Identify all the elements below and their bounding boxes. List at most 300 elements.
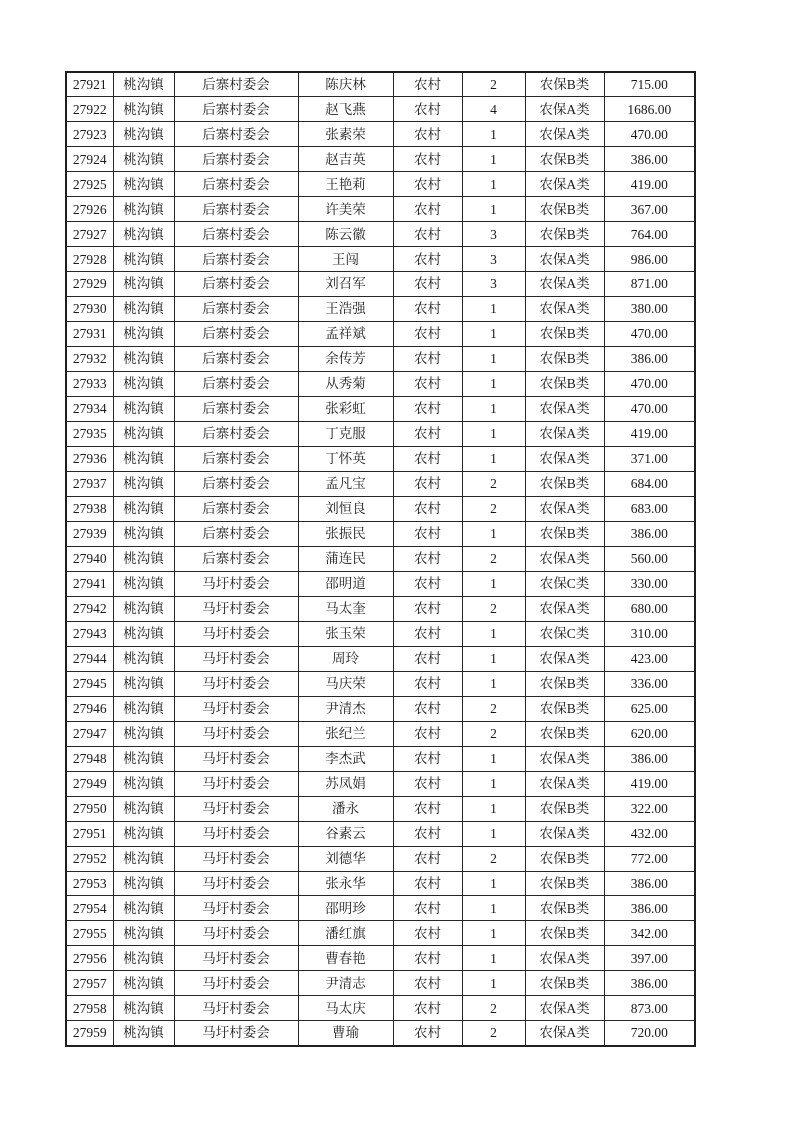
cell-amount: 322.00 (604, 796, 695, 821)
cell-village-committee: 马圩村委会 (174, 896, 298, 921)
cell-serial-number: 27948 (66, 746, 113, 771)
cell-insurance-category: 农保B类 (525, 921, 604, 946)
cell-village-committee: 后寨村委会 (174, 197, 298, 222)
cell-insurance-category: 农保A类 (525, 122, 604, 147)
cell-amount: 371.00 (604, 447, 695, 472)
cell-household-type: 农村 (393, 696, 462, 721)
table-row (66, 97, 695, 122)
cell-person-count: 1 (462, 571, 525, 596)
table-row (66, 372, 695, 397)
cell-serial-number: 27958 (66, 996, 113, 1021)
cell-village-committee: 后寨村委会 (174, 521, 298, 546)
cell-household-type: 农村 (393, 721, 462, 746)
cell-person-count: 1 (462, 921, 525, 946)
cell-household-type: 农村 (393, 946, 462, 971)
cell-town: 桃沟镇 (113, 496, 174, 521)
cell-household-type: 农村 (393, 197, 462, 222)
cell-town: 桃沟镇 (113, 796, 174, 821)
cell-household-type: 农村 (393, 921, 462, 946)
cell-person-name: 马太庆 (298, 996, 393, 1021)
table-row (66, 971, 695, 996)
cell-household-type: 农村 (393, 447, 462, 472)
cell-town: 桃沟镇 (113, 72, 174, 97)
cell-village-committee: 马圩村委会 (174, 921, 298, 946)
cell-amount: 419.00 (604, 771, 695, 796)
table-row (66, 946, 695, 971)
cell-insurance-category: 农保A类 (525, 272, 604, 297)
cell-town: 桃沟镇 (113, 322, 174, 347)
cell-household-type: 农村 (393, 971, 462, 996)
cell-amount: 310.00 (604, 621, 695, 646)
table-row (66, 921, 695, 946)
cell-insurance-category: 农保B类 (525, 72, 604, 97)
cell-amount: 432.00 (604, 821, 695, 846)
cell-village-committee: 后寨村委会 (174, 546, 298, 571)
cell-town: 桃沟镇 (113, 97, 174, 122)
cell-amount: 386.00 (604, 896, 695, 921)
cell-town: 桃沟镇 (113, 297, 174, 322)
cell-insurance-category: 农保B类 (525, 671, 604, 696)
cell-amount: 470.00 (604, 122, 695, 147)
cell-town: 桃沟镇 (113, 996, 174, 1021)
cell-insurance-category: 农保B类 (525, 721, 604, 746)
cell-insurance-category: 农保C类 (525, 571, 604, 596)
cell-person-count: 1 (462, 646, 525, 671)
cell-person-count: 1 (462, 172, 525, 197)
cell-town: 桃沟镇 (113, 546, 174, 571)
cell-person-name: 刘德华 (298, 846, 393, 871)
table-row (66, 72, 695, 97)
cell-person-name: 刘召军 (298, 272, 393, 297)
table-row (66, 871, 695, 896)
cell-village-committee: 马圩村委会 (174, 721, 298, 746)
cell-amount: 470.00 (604, 397, 695, 422)
cell-insurance-category: 农保B类 (525, 197, 604, 222)
cell-household-type: 农村 (393, 172, 462, 197)
cell-person-name: 潘红旗 (298, 921, 393, 946)
table-row (66, 247, 695, 272)
cell-person-count: 2 (462, 546, 525, 571)
cell-serial-number: 27922 (66, 97, 113, 122)
cell-serial-number: 27937 (66, 472, 113, 497)
table-row (66, 546, 695, 571)
table-row (66, 896, 695, 921)
cell-village-committee: 后寨村委会 (174, 272, 298, 297)
cell-town: 桃沟镇 (113, 122, 174, 147)
cell-insurance-category: 农保A类 (525, 1021, 604, 1046)
cell-village-committee: 后寨村委会 (174, 222, 298, 247)
cell-town: 桃沟镇 (113, 871, 174, 896)
cell-person-count: 2 (462, 721, 525, 746)
cell-amount: 715.00 (604, 72, 695, 97)
cell-person-name: 陈庆林 (298, 72, 393, 97)
cell-household-type: 农村 (393, 297, 462, 322)
cell-town: 桃沟镇 (113, 646, 174, 671)
cell-amount: 367.00 (604, 197, 695, 222)
table-row (66, 297, 695, 322)
cell-amount: 423.00 (604, 646, 695, 671)
cell-household-type: 农村 (393, 996, 462, 1021)
cell-household-type: 农村 (393, 72, 462, 97)
cell-serial-number: 27941 (66, 571, 113, 596)
cell-insurance-category: 农保A类 (525, 397, 604, 422)
cell-amount: 342.00 (604, 921, 695, 946)
cell-insurance-category: 农保A类 (525, 496, 604, 521)
cell-serial-number: 27952 (66, 846, 113, 871)
cell-person-name: 马庆荣 (298, 671, 393, 696)
cell-person-name: 苏凤娟 (298, 771, 393, 796)
table-row (66, 422, 695, 447)
cell-town: 桃沟镇 (113, 1021, 174, 1046)
cell-amount: 386.00 (604, 147, 695, 172)
cell-amount: 470.00 (604, 322, 695, 347)
cell-town: 桃沟镇 (113, 422, 174, 447)
table-row (66, 1021, 695, 1046)
cell-household-type: 农村 (393, 896, 462, 921)
cell-household-type: 农村 (393, 372, 462, 397)
cell-serial-number: 27946 (66, 696, 113, 721)
cell-person-count: 1 (462, 372, 525, 397)
cell-village-committee: 马圩村委会 (174, 596, 298, 621)
cell-village-committee: 后寨村委会 (174, 397, 298, 422)
cell-insurance-category: 农保C类 (525, 621, 604, 646)
cell-town: 桃沟镇 (113, 896, 174, 921)
cell-insurance-category: 农保A类 (525, 97, 604, 122)
cell-person-count: 1 (462, 896, 525, 921)
cell-serial-number: 27931 (66, 322, 113, 347)
table-row (66, 571, 695, 596)
cell-insurance-category: 农保B类 (525, 521, 604, 546)
cell-village-committee: 后寨村委会 (174, 172, 298, 197)
cell-insurance-category: 农保A类 (525, 946, 604, 971)
table-row (66, 122, 695, 147)
cell-amount: 720.00 (604, 1021, 695, 1046)
cell-amount: 386.00 (604, 871, 695, 896)
cell-village-committee: 后寨村委会 (174, 247, 298, 272)
table-row (66, 222, 695, 247)
cell-household-type: 农村 (393, 571, 462, 596)
table-row (66, 721, 695, 746)
cell-person-count: 3 (462, 272, 525, 297)
cell-person-count: 2 (462, 472, 525, 497)
cell-person-count: 2 (462, 72, 525, 97)
cell-village-committee: 马圩村委会 (174, 671, 298, 696)
table-row (66, 197, 695, 222)
cell-person-count: 4 (462, 97, 525, 122)
cell-person-count: 1 (462, 297, 525, 322)
cell-serial-number: 27955 (66, 921, 113, 946)
cell-person-count: 3 (462, 222, 525, 247)
cell-person-name: 王艳莉 (298, 172, 393, 197)
cell-village-committee: 后寨村委会 (174, 472, 298, 497)
cell-serial-number: 27940 (66, 546, 113, 571)
cell-serial-number: 27943 (66, 621, 113, 646)
cell-serial-number: 27938 (66, 496, 113, 521)
cell-amount: 873.00 (604, 996, 695, 1021)
cell-town: 桃沟镇 (113, 397, 174, 422)
cell-town: 桃沟镇 (113, 746, 174, 771)
cell-household-type: 农村 (393, 771, 462, 796)
cell-household-type: 农村 (393, 846, 462, 871)
cell-insurance-category: 农保B类 (525, 222, 604, 247)
cell-village-committee: 马圩村委会 (174, 846, 298, 871)
cell-person-name: 曹春艳 (298, 946, 393, 971)
cell-person-name: 丁怀英 (298, 447, 393, 472)
cell-town: 桃沟镇 (113, 347, 174, 372)
cell-village-committee: 马圩村委会 (174, 971, 298, 996)
cell-person-count: 2 (462, 596, 525, 621)
cell-household-type: 农村 (393, 646, 462, 671)
cell-serial-number: 27925 (66, 172, 113, 197)
cell-insurance-category: 农保B类 (525, 372, 604, 397)
cell-person-name: 刘恒良 (298, 496, 393, 521)
cell-village-committee: 马圩村委会 (174, 621, 298, 646)
cell-household-type: 农村 (393, 147, 462, 172)
cell-village-committee: 后寨村委会 (174, 347, 298, 372)
cell-person-name: 邵明道 (298, 571, 393, 596)
cell-serial-number: 27923 (66, 122, 113, 147)
beneficiary-table (65, 71, 696, 1047)
cell-town: 桃沟镇 (113, 472, 174, 497)
cell-person-count: 1 (462, 147, 525, 172)
cell-town: 桃沟镇 (113, 247, 174, 272)
cell-household-type: 农村 (393, 472, 462, 497)
cell-person-count: 2 (462, 996, 525, 1021)
cell-amount: 625.00 (604, 696, 695, 721)
cell-insurance-category: 农保B类 (525, 147, 604, 172)
cell-insurance-category: 农保A类 (525, 646, 604, 671)
cell-serial-number: 27951 (66, 821, 113, 846)
cell-person-name: 张振民 (298, 521, 393, 546)
table-row (66, 746, 695, 771)
cell-person-count: 1 (462, 397, 525, 422)
cell-serial-number: 27930 (66, 297, 113, 322)
cell-person-count: 1 (462, 447, 525, 472)
cell-town: 桃沟镇 (113, 821, 174, 846)
cell-amount: 470.00 (604, 372, 695, 397)
cell-town: 桃沟镇 (113, 571, 174, 596)
cell-town: 桃沟镇 (113, 721, 174, 746)
cell-amount: 772.00 (604, 846, 695, 871)
cell-person-name: 张永华 (298, 871, 393, 896)
cell-person-name: 周玲 (298, 646, 393, 671)
cell-amount: 397.00 (604, 946, 695, 971)
cell-person-count: 1 (462, 422, 525, 447)
cell-town: 桃沟镇 (113, 272, 174, 297)
cell-town: 桃沟镇 (113, 197, 174, 222)
table-row (66, 621, 695, 646)
cell-serial-number: 27924 (66, 147, 113, 172)
table-row (66, 521, 695, 546)
cell-town: 桃沟镇 (113, 596, 174, 621)
cell-household-type: 农村 (393, 821, 462, 846)
cell-person-name: 孟凡宝 (298, 472, 393, 497)
cell-serial-number: 27950 (66, 796, 113, 821)
cell-insurance-category: 农保A类 (525, 771, 604, 796)
table-row (66, 147, 695, 172)
cell-village-committee: 后寨村委会 (174, 147, 298, 172)
cell-amount: 386.00 (604, 971, 695, 996)
cell-amount: 380.00 (604, 297, 695, 322)
cell-insurance-category: 农保B类 (525, 896, 604, 921)
table-row (66, 796, 695, 821)
cell-person-name: 张玉荣 (298, 621, 393, 646)
cell-village-committee: 后寨村委会 (174, 496, 298, 521)
cell-person-name: 赵飞燕 (298, 97, 393, 122)
cell-insurance-category: 农保A类 (525, 546, 604, 571)
cell-serial-number: 27939 (66, 521, 113, 546)
cell-serial-number: 27929 (66, 272, 113, 297)
cell-amount: 386.00 (604, 521, 695, 546)
table-row (66, 472, 695, 497)
cell-serial-number: 27945 (66, 671, 113, 696)
table-row (66, 447, 695, 472)
cell-insurance-category: 农保B类 (525, 871, 604, 896)
table-row (66, 821, 695, 846)
cell-insurance-category: 农保A类 (525, 422, 604, 447)
cell-village-committee: 后寨村委会 (174, 372, 298, 397)
cell-insurance-category: 农保B类 (525, 846, 604, 871)
cell-household-type: 农村 (393, 796, 462, 821)
cell-person-count: 1 (462, 946, 525, 971)
cell-town: 桃沟镇 (113, 846, 174, 871)
cell-person-name: 王闯 (298, 247, 393, 272)
cell-town: 桃沟镇 (113, 172, 174, 197)
cell-household-type: 农村 (393, 247, 462, 272)
cell-town: 桃沟镇 (113, 621, 174, 646)
cell-person-name: 蒲连民 (298, 546, 393, 571)
cell-village-committee: 马圩村委会 (174, 821, 298, 846)
cell-person-count: 2 (462, 1021, 525, 1046)
table-row (66, 322, 695, 347)
table-row (66, 696, 695, 721)
cell-town: 桃沟镇 (113, 521, 174, 546)
cell-household-type: 农村 (393, 496, 462, 521)
cell-person-count: 1 (462, 796, 525, 821)
cell-serial-number: 27933 (66, 372, 113, 397)
cell-person-name: 从秀菊 (298, 372, 393, 397)
cell-person-name: 陈云徽 (298, 222, 393, 247)
cell-amount: 386.00 (604, 746, 695, 771)
cell-insurance-category: 农保A类 (525, 247, 604, 272)
cell-village-committee: 马圩村委会 (174, 796, 298, 821)
cell-insurance-category: 农保A类 (525, 746, 604, 771)
cell-household-type: 农村 (393, 322, 462, 347)
cell-person-name: 马太奎 (298, 596, 393, 621)
cell-household-type: 农村 (393, 546, 462, 571)
cell-village-committee: 马圩村委会 (174, 696, 298, 721)
table-row (66, 596, 695, 621)
cell-amount: 1686.00 (604, 97, 695, 122)
cell-village-committee: 马圩村委会 (174, 996, 298, 1021)
cell-household-type: 农村 (393, 397, 462, 422)
cell-person-count: 1 (462, 197, 525, 222)
cell-household-type: 农村 (393, 422, 462, 447)
cell-person-name: 张纪兰 (298, 721, 393, 746)
cell-person-count: 1 (462, 347, 525, 372)
cell-person-count: 1 (462, 871, 525, 896)
cell-insurance-category: 农保B类 (525, 971, 604, 996)
cell-person-name: 曹瑜 (298, 1021, 393, 1046)
cell-household-type: 农村 (393, 97, 462, 122)
cell-household-type: 农村 (393, 746, 462, 771)
cell-person-count: 3 (462, 247, 525, 272)
cell-insurance-category: 农保A类 (525, 297, 604, 322)
cell-serial-number: 27956 (66, 946, 113, 971)
cell-person-count: 1 (462, 621, 525, 646)
cell-serial-number: 27959 (66, 1021, 113, 1046)
cell-town: 桃沟镇 (113, 671, 174, 696)
cell-village-committee: 后寨村委会 (174, 72, 298, 97)
cell-household-type: 农村 (393, 596, 462, 621)
cell-serial-number: 27942 (66, 596, 113, 621)
cell-person-count: 1 (462, 122, 525, 147)
cell-person-name: 张彩虹 (298, 397, 393, 422)
cell-household-type: 农村 (393, 871, 462, 896)
cell-serial-number: 27932 (66, 347, 113, 372)
cell-serial-number: 27934 (66, 397, 113, 422)
cell-village-committee: 后寨村委会 (174, 447, 298, 472)
cell-village-committee: 后寨村委会 (174, 422, 298, 447)
cell-person-count: 1 (462, 971, 525, 996)
cell-serial-number: 27944 (66, 646, 113, 671)
cell-serial-number: 27947 (66, 721, 113, 746)
cell-insurance-category: 农保A类 (525, 596, 604, 621)
cell-person-name: 赵吉英 (298, 147, 393, 172)
cell-insurance-category: 农保B类 (525, 696, 604, 721)
cell-household-type: 农村 (393, 621, 462, 646)
cell-town: 桃沟镇 (113, 696, 174, 721)
cell-person-name: 张素荣 (298, 122, 393, 147)
cell-household-type: 农村 (393, 222, 462, 247)
cell-amount: 330.00 (604, 571, 695, 596)
cell-village-committee: 马圩村委会 (174, 646, 298, 671)
cell-amount: 336.00 (604, 671, 695, 696)
cell-person-name: 王浩强 (298, 297, 393, 322)
table-row (66, 496, 695, 521)
cell-person-count: 1 (462, 821, 525, 846)
cell-household-type: 农村 (393, 122, 462, 147)
cell-person-count: 1 (462, 521, 525, 546)
cell-amount: 680.00 (604, 596, 695, 621)
cell-person-count: 2 (462, 696, 525, 721)
cell-insurance-category: 农保B类 (525, 796, 604, 821)
cell-insurance-category: 农保B类 (525, 472, 604, 497)
cell-serial-number: 27936 (66, 447, 113, 472)
cell-amount: 419.00 (604, 172, 695, 197)
table-row (66, 996, 695, 1021)
cell-town: 桃沟镇 (113, 946, 174, 971)
cell-amount: 560.00 (604, 546, 695, 571)
table-row (66, 771, 695, 796)
cell-serial-number: 27927 (66, 222, 113, 247)
table-row (66, 397, 695, 422)
cell-household-type: 农村 (393, 272, 462, 297)
cell-serial-number: 27949 (66, 771, 113, 796)
cell-insurance-category: 农保A类 (525, 172, 604, 197)
cell-amount: 683.00 (604, 496, 695, 521)
cell-village-committee: 马圩村委会 (174, 771, 298, 796)
cell-town: 桃沟镇 (113, 147, 174, 172)
cell-serial-number: 27921 (66, 72, 113, 97)
cell-person-name: 余传芳 (298, 347, 393, 372)
table-row (66, 272, 695, 297)
cell-village-committee: 马圩村委会 (174, 746, 298, 771)
table-row (66, 347, 695, 372)
cell-person-count: 1 (462, 771, 525, 796)
cell-serial-number: 27926 (66, 197, 113, 222)
cell-person-name: 李杰武 (298, 746, 393, 771)
